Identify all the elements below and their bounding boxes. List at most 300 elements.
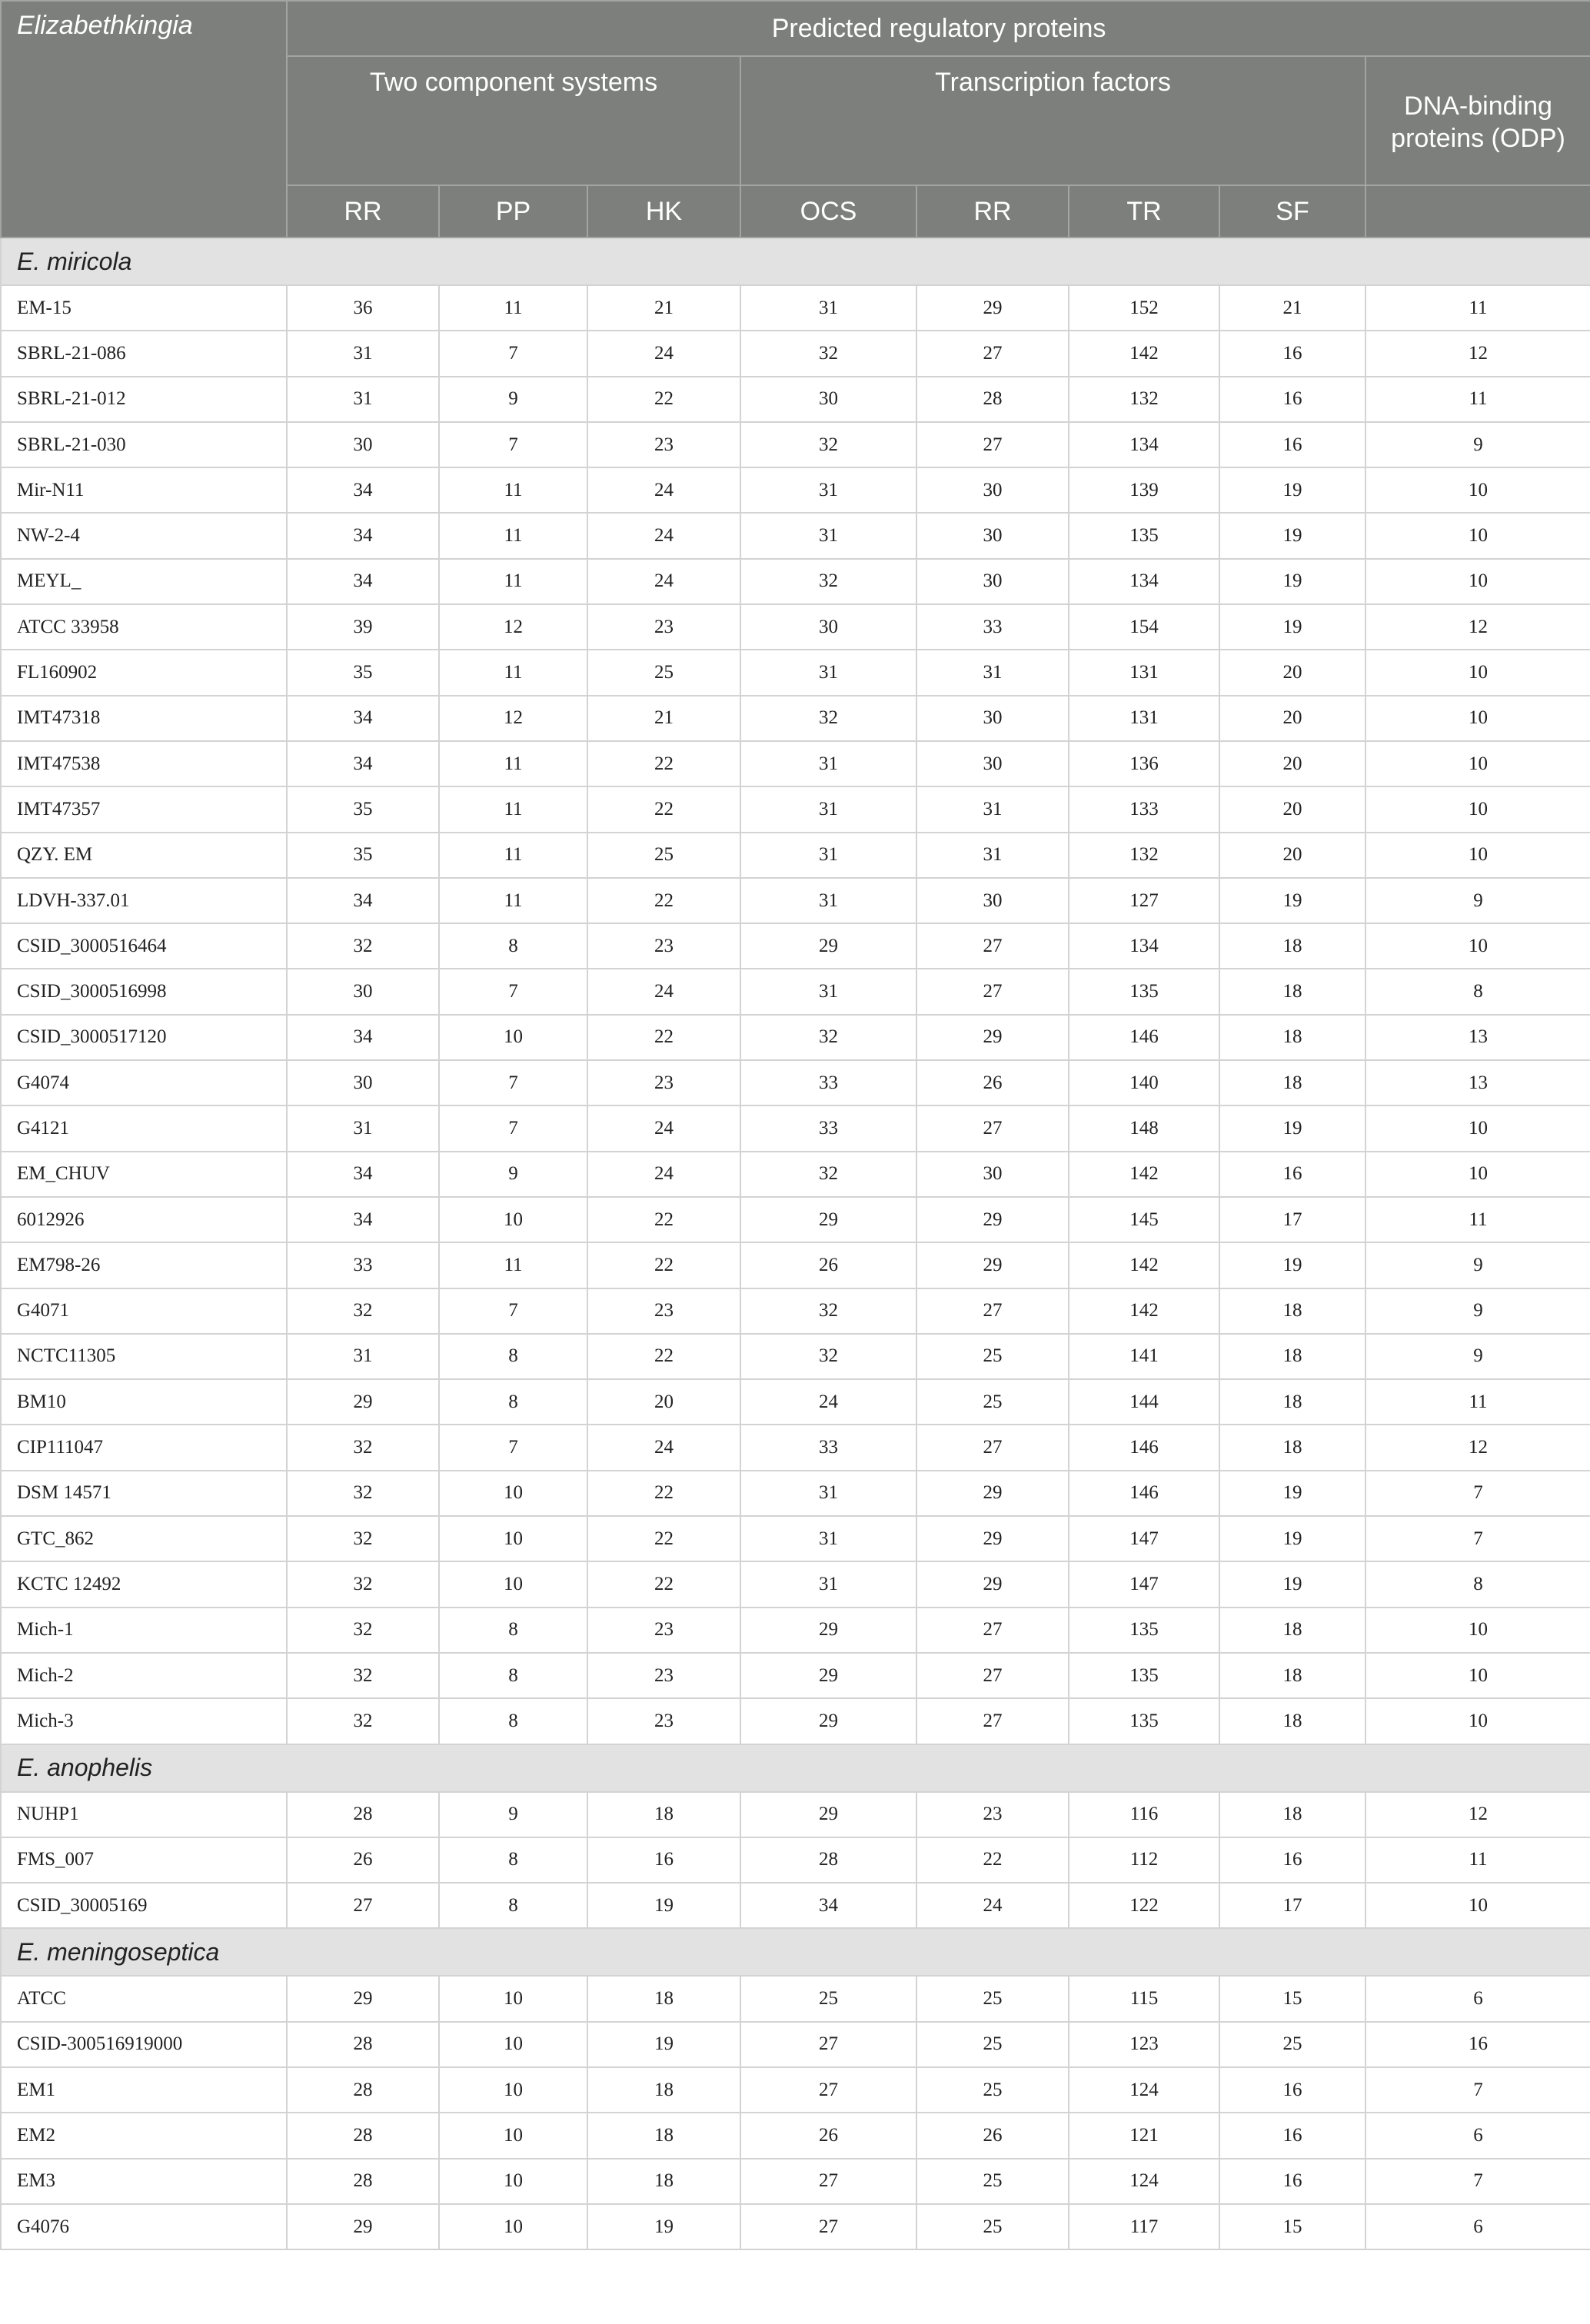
table-row	[1, 377, 1590, 422]
value-cell: 27	[740, 2067, 916, 2113]
value-cell: 7	[1365, 2159, 1590, 2204]
value-cell: 31	[287, 1334, 439, 1379]
value-cell: 32	[740, 1334, 916, 1379]
value-cell: 19	[1219, 1242, 1365, 1288]
value-cell: 30	[287, 969, 439, 1014]
value-cell: 18	[1219, 1288, 1365, 1334]
value-cell: 30	[916, 467, 1069, 513]
value-cell: 30	[916, 1152, 1069, 1197]
value-cell: 26	[287, 1837, 439, 1883]
value-cell: 139	[1069, 467, 1219, 513]
value-cell: 34	[287, 741, 439, 786]
value-cell: 15	[1219, 1976, 1365, 2021]
value-cell: 19	[1219, 1561, 1365, 1607]
value-cell: 10	[1365, 1653, 1590, 1698]
table-row	[1, 1105, 1590, 1151]
genus-header: Elizabethkingia	[1, 1, 287, 238]
table-row	[1, 969, 1590, 1014]
value-cell: 135	[1069, 513, 1219, 558]
section-title: E. miricola	[1, 238, 1590, 285]
value-cell: 12	[439, 604, 587, 650]
value-cell: 146	[1069, 1425, 1219, 1470]
value-cell: 9	[439, 377, 587, 422]
value-cell: 29	[916, 1197, 1069, 1242]
value-cell: 34	[287, 513, 439, 558]
section-row	[1, 238, 1590, 285]
value-cell: 18	[1219, 1608, 1365, 1653]
value-cell: 35	[287, 650, 439, 695]
table-row	[1, 1516, 1590, 1561]
value-cell: 7	[439, 969, 587, 1014]
value-cell: 24	[587, 331, 740, 376]
value-cell: 22	[587, 878, 740, 923]
value-cell: 28	[287, 2022, 439, 2067]
value-cell: 30	[916, 878, 1069, 923]
value-cell: 34	[287, 1015, 439, 1060]
value-cell: 31	[740, 878, 916, 923]
strain-name-cell: GTC_862	[1, 1516, 287, 1561]
value-cell: 31	[740, 786, 916, 832]
value-cell: 11	[1365, 1837, 1590, 1883]
value-cell: 30	[916, 513, 1069, 558]
strain-name-cell: NW-2-4	[1, 513, 287, 558]
value-cell: 27	[916, 969, 1069, 1014]
value-cell: 18	[1219, 969, 1365, 1014]
value-cell: 10	[439, 1197, 587, 1242]
value-cell: 24	[587, 559, 740, 604]
value-cell: 31	[740, 1471, 916, 1516]
value-cell: 8	[439, 923, 587, 969]
value-cell: 7	[439, 1288, 587, 1334]
column-header-ocs: OCS	[740, 185, 916, 238]
table-row	[1, 2067, 1590, 2113]
value-cell: 16	[1219, 2159, 1365, 2204]
value-cell: 112	[1069, 1837, 1219, 1883]
strain-name-cell: ATCC 33958	[1, 604, 287, 650]
value-cell: 152	[1069, 285, 1219, 331]
strain-name-cell: EM_CHUV	[1, 1152, 287, 1197]
value-cell: 18	[587, 1976, 740, 2021]
value-cell: 34	[287, 467, 439, 513]
value-cell: 20	[1219, 696, 1365, 741]
table-row	[1, 1060, 1590, 1105]
value-cell: 19	[1219, 559, 1365, 604]
value-cell: 16	[587, 1837, 740, 1883]
value-cell: 9	[1365, 422, 1590, 467]
value-cell: 25	[916, 1334, 1069, 1379]
value-cell: 134	[1069, 923, 1219, 969]
value-cell: 10	[1365, 786, 1590, 832]
value-cell: 11	[1365, 1379, 1590, 1425]
value-cell: 23	[587, 923, 740, 969]
value-cell: 29	[740, 1792, 916, 1837]
value-cell: 23	[587, 422, 740, 467]
table-row	[1, 604, 1590, 650]
value-cell: 32	[287, 1698, 439, 1744]
table-row	[1, 1792, 1590, 1837]
table-row	[1, 1288, 1590, 1334]
value-cell: 27	[916, 1425, 1069, 1470]
value-cell: 32	[287, 1608, 439, 1653]
value-cell: 10	[1365, 1608, 1590, 1653]
value-cell: 25	[916, 2067, 1069, 2113]
strain-name-cell: G4076	[1, 2204, 287, 2249]
table-row	[1, 467, 1590, 513]
value-cell: 10	[1365, 696, 1590, 741]
value-cell: 18	[1219, 1653, 1365, 1698]
value-cell: 11	[439, 833, 587, 878]
strain-name-cell: IMT47357	[1, 786, 287, 832]
value-cell: 9	[1365, 1242, 1590, 1288]
value-cell: 22	[587, 1561, 740, 1607]
table-row	[1, 696, 1590, 741]
value-cell: 31	[740, 969, 916, 1014]
value-cell: 16	[1365, 2022, 1590, 2067]
value-cell: 32	[287, 1288, 439, 1334]
value-cell: 19	[1219, 513, 1365, 558]
value-cell: 116	[1069, 1792, 1219, 1837]
value-cell: 147	[1069, 1561, 1219, 1607]
value-cell: 10	[1365, 1152, 1590, 1197]
table-body	[1, 238, 1590, 2249]
table-row	[1, 2204, 1590, 2249]
value-cell: 27	[740, 2022, 916, 2067]
value-cell: 27	[740, 2204, 916, 2249]
value-cell: 11	[439, 741, 587, 786]
value-cell: 24	[740, 1379, 916, 1425]
table-row	[1, 2159, 1590, 2204]
value-cell: 32	[287, 1561, 439, 1607]
column-header-hk: HK	[587, 185, 740, 238]
value-cell: 31	[740, 833, 916, 878]
value-cell: 31	[916, 833, 1069, 878]
value-cell: 20	[1219, 741, 1365, 786]
strain-name-cell: NUHP1	[1, 1792, 287, 1837]
column-header-tr: TR	[1069, 185, 1219, 238]
value-cell: 31	[740, 1516, 916, 1561]
strain-name-cell: BM10	[1, 1379, 287, 1425]
value-cell: 24	[587, 969, 740, 1014]
transcription-factors-header: Transcription factors	[740, 56, 1365, 185]
strain-name-cell: CSID_30005169	[1, 1883, 287, 1928]
value-cell: 29	[740, 1608, 916, 1653]
value-cell: 24	[587, 1425, 740, 1470]
value-cell: 10	[1365, 741, 1590, 786]
value-cell: 8	[439, 1379, 587, 1425]
value-cell: 28	[287, 2067, 439, 2113]
strain-name-cell: FL160902	[1, 650, 287, 695]
table-row	[1, 1653, 1590, 1698]
value-cell: 25	[916, 1379, 1069, 1425]
strain-name-cell: G4071	[1, 1288, 287, 1334]
table-row	[1, 1883, 1590, 1928]
value-cell: 22	[587, 1015, 740, 1060]
value-cell: 31	[287, 331, 439, 376]
value-cell: 39	[287, 604, 439, 650]
table-row	[1, 923, 1590, 969]
value-cell: 16	[1219, 422, 1365, 467]
value-cell: 13	[1365, 1015, 1590, 1060]
value-cell: 25	[740, 1976, 916, 2021]
main-header: Predicted regulatory proteins	[287, 1, 1590, 56]
value-cell: 142	[1069, 1288, 1219, 1334]
table-row	[1, 1197, 1590, 1242]
value-cell: 6	[1365, 2204, 1590, 2249]
value-cell: 34	[287, 696, 439, 741]
value-cell: 19	[1219, 878, 1365, 923]
table-row	[1, 1242, 1590, 1288]
value-cell: 21	[587, 285, 740, 331]
value-cell: 27	[916, 1105, 1069, 1151]
value-cell: 13	[1365, 1060, 1590, 1105]
value-cell: 29	[916, 1015, 1069, 1060]
value-cell: 32	[740, 696, 916, 741]
value-cell: 32	[740, 1015, 916, 1060]
value-cell: 31	[740, 650, 916, 695]
value-cell: 7	[439, 422, 587, 467]
value-cell: 115	[1069, 1976, 1219, 2021]
value-cell: 27	[916, 422, 1069, 467]
value-cell: 26	[740, 1242, 916, 1288]
strain-name-cell: EM-15	[1, 285, 287, 331]
value-cell: 21	[587, 696, 740, 741]
value-cell: 29	[287, 1976, 439, 2021]
value-cell: 28	[287, 2113, 439, 2158]
value-cell: 19	[1219, 604, 1365, 650]
value-cell: 7	[1365, 1516, 1590, 1561]
value-cell: 9	[439, 1792, 587, 1837]
value-cell: 146	[1069, 1015, 1219, 1060]
value-cell: 11	[1365, 285, 1590, 331]
value-cell: 32	[740, 559, 916, 604]
strain-name-cell: 6012926	[1, 1197, 287, 1242]
value-cell: 10	[1365, 1883, 1590, 1928]
value-cell: 16	[1219, 377, 1365, 422]
value-cell: 31	[916, 650, 1069, 695]
value-cell: 34	[287, 1197, 439, 1242]
table-row	[1, 331, 1590, 376]
strain-name-cell: FMS_007	[1, 1837, 287, 1883]
value-cell: 22	[587, 786, 740, 832]
section-row	[1, 1744, 1590, 1792]
table-row	[1, 1698, 1590, 1744]
value-cell: 122	[1069, 1883, 1219, 1928]
value-cell: 31	[740, 741, 916, 786]
value-cell: 10	[1365, 833, 1590, 878]
value-cell: 31	[740, 513, 916, 558]
value-cell: 18	[1219, 1698, 1365, 1744]
strain-name-cell: EM798-26	[1, 1242, 287, 1288]
value-cell: 26	[916, 2113, 1069, 2158]
value-cell: 20	[1219, 650, 1365, 695]
value-cell: 11	[439, 878, 587, 923]
value-cell: 32	[287, 1516, 439, 1561]
table-row	[1, 559, 1590, 604]
value-cell: 131	[1069, 696, 1219, 741]
value-cell: 10	[439, 2022, 587, 2067]
value-cell: 16	[1219, 1152, 1365, 1197]
value-cell: 29	[916, 285, 1069, 331]
column-header-sf: SF	[1219, 185, 1365, 238]
value-cell: 8	[1365, 969, 1590, 1014]
value-cell: 27	[916, 1698, 1069, 1744]
value-cell: 18	[1219, 923, 1365, 969]
table-row	[1, 1015, 1590, 1060]
value-cell: 31	[740, 467, 916, 513]
strain-name-cell: DSM 14571	[1, 1471, 287, 1516]
value-cell: 18	[587, 1792, 740, 1837]
value-cell: 19	[1219, 467, 1365, 513]
value-cell: 136	[1069, 741, 1219, 786]
value-cell: 10	[439, 2113, 587, 2158]
table-row	[1, 786, 1590, 832]
strain-name-cell: SBRL-21-012	[1, 377, 287, 422]
value-cell: 25	[916, 2204, 1069, 2249]
value-cell: 23	[587, 1653, 740, 1698]
value-cell: 25	[587, 833, 740, 878]
value-cell: 28	[916, 377, 1069, 422]
value-cell: 30	[916, 696, 1069, 741]
value-cell: 24	[916, 1883, 1069, 1928]
table-row	[1, 833, 1590, 878]
value-cell: 36	[287, 285, 439, 331]
value-cell: 32	[740, 331, 916, 376]
value-cell: 32	[287, 1653, 439, 1698]
value-cell: 135	[1069, 1608, 1219, 1653]
value-cell: 28	[287, 1792, 439, 1837]
table-row	[1, 2113, 1590, 2158]
value-cell: 134	[1069, 559, 1219, 604]
value-cell: 27	[916, 1288, 1069, 1334]
value-cell: 147	[1069, 1516, 1219, 1561]
value-cell: 22	[916, 1837, 1069, 1883]
value-cell: 17	[1219, 1883, 1365, 1928]
strain-name-cell: CSID_3000516464	[1, 923, 287, 969]
value-cell: 30	[287, 1060, 439, 1105]
value-cell: 23	[587, 1608, 740, 1653]
value-cell: 18	[1219, 1015, 1365, 1060]
value-cell: 17	[1219, 1197, 1365, 1242]
column-header-rr-tf: RR	[916, 185, 1069, 238]
value-cell: 124	[1069, 2067, 1219, 2113]
value-cell: 20	[587, 1379, 740, 1425]
value-cell: 18	[587, 2159, 740, 2204]
value-cell: 27	[916, 1608, 1069, 1653]
value-cell: 30	[916, 741, 1069, 786]
value-cell: 22	[587, 1471, 740, 1516]
table-row	[1, 878, 1590, 923]
value-cell: 29	[740, 1698, 916, 1744]
value-cell: 135	[1069, 1698, 1219, 1744]
value-cell: 23	[587, 604, 740, 650]
value-cell: 18	[587, 2067, 740, 2113]
strain-name-cell: ATCC	[1, 1976, 287, 2021]
value-cell: 146	[1069, 1471, 1219, 1516]
value-cell: 30	[287, 422, 439, 467]
value-cell: 12	[1365, 1425, 1590, 1470]
value-cell: 10	[1365, 650, 1590, 695]
column-header-pp: PP	[439, 185, 587, 238]
value-cell: 132	[1069, 377, 1219, 422]
value-cell: 16	[1219, 331, 1365, 376]
value-cell: 154	[1069, 604, 1219, 650]
table-row	[1, 513, 1590, 558]
value-cell: 11	[439, 559, 587, 604]
value-cell: 24	[587, 467, 740, 513]
strain-name-cell: IMT47318	[1, 696, 287, 741]
table-row	[1, 650, 1590, 695]
value-cell: 10	[1365, 513, 1590, 558]
value-cell: 11	[439, 650, 587, 695]
dna-binding-proteins-header: DNA-binding proteins (ODP)	[1365, 56, 1590, 185]
value-cell: 124	[1069, 2159, 1219, 2204]
value-cell: 7	[439, 1425, 587, 1470]
value-cell: 10	[439, 1015, 587, 1060]
strain-name-cell: CSID-300516919000	[1, 2022, 287, 2067]
value-cell: 31	[740, 285, 916, 331]
value-cell: 8	[439, 1698, 587, 1744]
value-cell: 29	[740, 923, 916, 969]
value-cell: 9	[1365, 1334, 1590, 1379]
value-cell: 11	[439, 513, 587, 558]
value-cell: 10	[439, 2067, 587, 2113]
value-cell: 28	[740, 1837, 916, 1883]
value-cell: 24	[587, 1152, 740, 1197]
value-cell: 18	[1219, 1334, 1365, 1379]
value-cell: 18	[1219, 1425, 1365, 1470]
strain-name-cell: NCTC11305	[1, 1334, 287, 1379]
value-cell: 32	[740, 1152, 916, 1197]
value-cell: 140	[1069, 1060, 1219, 1105]
value-cell: 127	[1069, 878, 1219, 923]
value-cell: 25	[1219, 2022, 1365, 2067]
value-cell: 35	[287, 833, 439, 878]
value-cell: 34	[287, 1152, 439, 1197]
value-cell: 28	[287, 2159, 439, 2204]
value-cell: 9	[1365, 1288, 1590, 1334]
value-cell: 7	[1365, 2067, 1590, 2113]
value-cell: 22	[587, 1197, 740, 1242]
value-cell: 132	[1069, 833, 1219, 878]
value-cell: 30	[916, 559, 1069, 604]
table-row	[1, 741, 1590, 786]
value-cell: 24	[587, 1105, 740, 1151]
value-cell: 18	[587, 2113, 740, 2158]
value-cell: 25	[916, 2159, 1069, 2204]
value-cell: 19	[1219, 1471, 1365, 1516]
value-cell: 26	[916, 1060, 1069, 1105]
value-cell: 22	[587, 1516, 740, 1561]
value-cell: 27	[740, 2159, 916, 2204]
value-cell: 33	[287, 1242, 439, 1288]
value-cell: 8	[439, 1608, 587, 1653]
value-cell: 9	[1365, 878, 1590, 923]
value-cell: 144	[1069, 1379, 1219, 1425]
value-cell: 10	[1365, 1698, 1590, 1744]
table-header	[1, 1, 1590, 238]
value-cell: 10	[439, 1516, 587, 1561]
section-title: E. meningoseptica	[1, 1928, 1590, 1976]
value-cell: 29	[916, 1561, 1069, 1607]
strain-name-cell: CIP111047	[1, 1425, 287, 1470]
table-row	[1, 422, 1590, 467]
value-cell: 33	[740, 1425, 916, 1470]
value-cell: 142	[1069, 1152, 1219, 1197]
table-row	[1, 1471, 1590, 1516]
value-cell: 22	[587, 741, 740, 786]
value-cell: 19	[587, 2204, 740, 2249]
strain-name-cell: QZY. EM	[1, 833, 287, 878]
